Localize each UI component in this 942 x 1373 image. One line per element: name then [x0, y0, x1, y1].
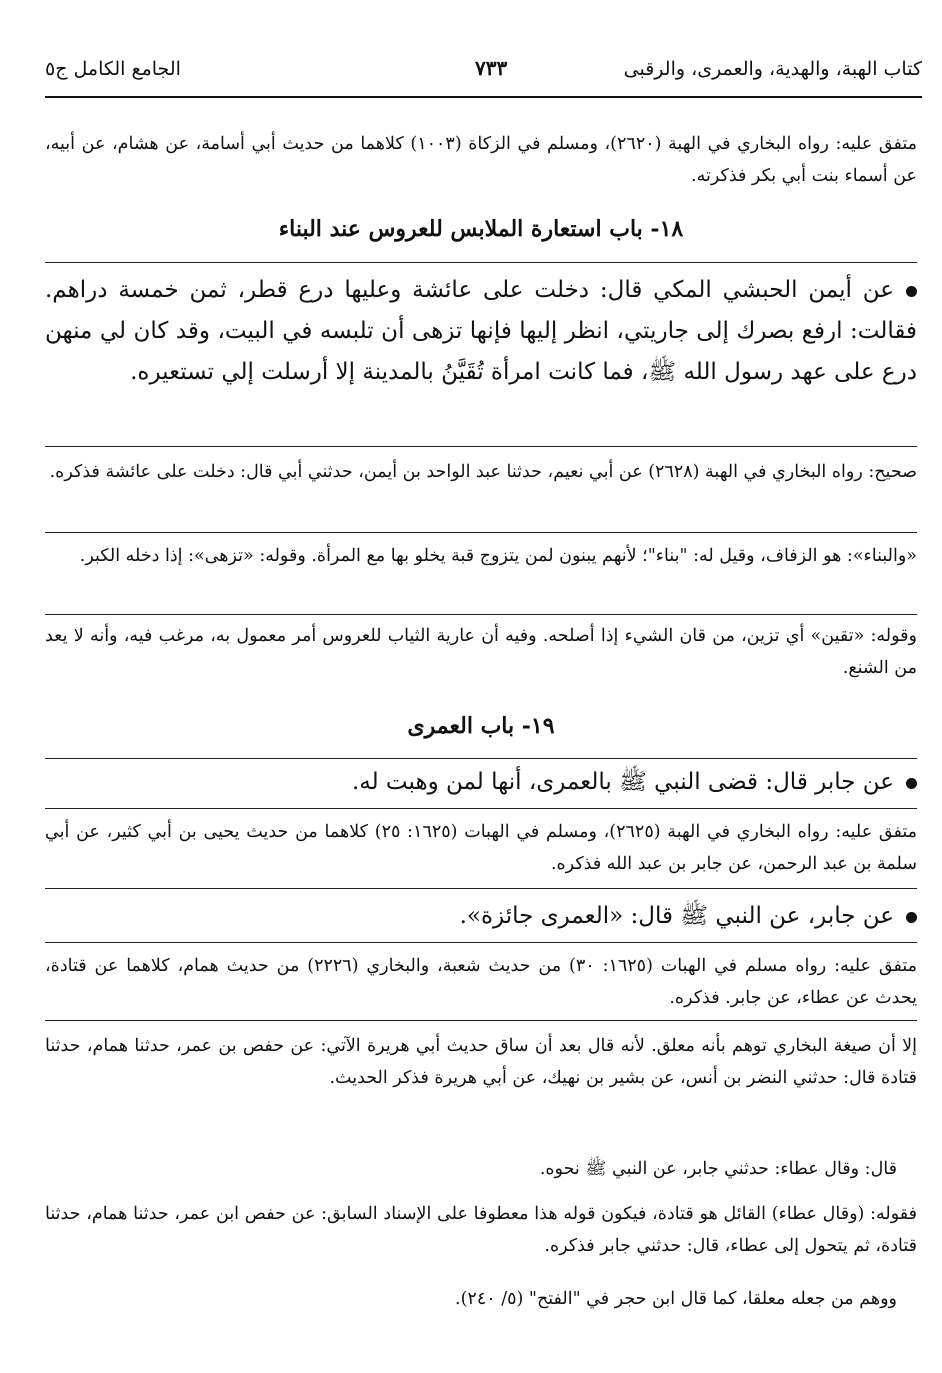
- takhrij-note: متفق عليه: رواه مسلم في الهبات (١٦٢٥: ٣٠) من حديث شعبة، والبخاري (٢٢٢٦) من حديث همام، كلاهما عن قتادة، يحدث عن عطاء، عن جابر. فذكره.: [45, 956, 917, 1008]
- bullet-icon: [906, 286, 917, 297]
- page-number: ٧٣٣: [475, 56, 508, 80]
- section-rule: [45, 1020, 917, 1021]
- section-rule: [45, 446, 917, 447]
- section-rule: [45, 758, 917, 759]
- header-rule: [45, 96, 922, 98]
- takhrij-note: متفق عليه: رواه البخاري في الهبة (٢٦٢٥)، ومسلم في الهبات (١٦٢٥: ٢٥) كلاهما من حديث يحيى بن أبي كثير، عن أبي سلمة بن عبد الرحمن، عن جابر بن عبد الله فذكره.: [45, 822, 917, 874]
- explanation-note: إلا أن صيغة البخاري توهم بأنه معلق. لأنه قال بعد أن ساق حديث أبي هريرة الآتي: عن حفص بن عمر، حدثنا همام، حدثنا قتادة قال: حدثني النضر بن أنس، عن بشير بن نهيك، عن أبي هريرة فذكر الحديث.: [45, 1036, 917, 1088]
- explanation-note: ووهم من جعله معلقا، كما قال ابن حجر في "الفتح" (٥/ ٢٤٠).: [455, 1289, 897, 1309]
- hadith-text: [45, 896, 917, 937]
- bullet-icon: [906, 778, 917, 789]
- explanation-note: قال: وقال عطاء: حدثني جابر، عن النبي ﷺ نحوه.: [539, 1159, 897, 1179]
- section-rule: [45, 614, 917, 615]
- hadith-body: عن أيمن الحبشي المكي قال: دخلت على عائشة وعليها درع قطر، ثمن خمسة دراهم. فقالت: ارفع بصرك إلى جاريتي، انظر إليها فإنها تزهى أن تلبسه في البيت، وقد كان لي منهن درع على عهد رسول الله ﷺ، فما كانت امرأة تُقَيَّنُ بالمدينة إلا أرسلت إلي تستعيره.: [45, 277, 917, 385]
- chapter-title: كتاب الهبة، والهدية، والعمرى، والرقبى: [623, 58, 922, 80]
- hadith-body: عن جابر، عن النبي ﷺ قال: «العمرى جائزة».: [459, 903, 894, 929]
- section-rule: [45, 262, 917, 263]
- section-heading-19: ١٩- باب العمرى: [407, 713, 555, 739]
- takhrij-note: متفق عليه: رواه البخاري في الهبة (٢٦٢٠)، ومسلم في الزكاة (١٠٠٣) كلاهما من حديث أبي أسامة، عن هشام، عن أبيه، عن أسماء بنت أبي بكر فذكرته.: [45, 134, 917, 186]
- explanation-note: وقوله: «تقين» أي تزين، من قان الشيء إذا أصلحه. وفيه أن عارية الثياب للعروس أمر معمول به، مرغب فيه، وأنه لا يعد من الشنع.: [45, 626, 917, 678]
- book-title: الجامع الكامل ج٥: [45, 58, 181, 80]
- explanation-note: «والبناء»: هو الزفاف، وقيل له: "بناء"؛ لأنهم يبنون لمن يتزوج قبة يخلو بها مع المرأة. وقوله: «تزهى»: إذا دخله الكبر.: [79, 546, 917, 566]
- section-rule: [45, 942, 917, 943]
- page-header: [45, 50, 922, 98]
- hadith-text: [45, 762, 917, 803]
- section-rule: [45, 532, 917, 533]
- takhrij-note: صحيح: رواه البخاري في الهبة (٢٦٢٨) عن أبي نعيم، حدثنا عبد الواحد بن أيمن، حدثني أبي قال: دخلت على عائشة فذكره.: [49, 462, 917, 482]
- explanation-note: فقوله: (وقال عطاء) القائل هو قتادة، فيكون قوله هذا معطوفا على الإسناد السابق: عن حفص ابن عمر، حدثنا همام، حدثنا قتادة، ثم يتحول إلى عطاء، قال: حدثني جابر فذكره.: [45, 1204, 917, 1256]
- section-rule: [45, 888, 917, 889]
- section-heading-18: ١٨- باب استعارة الملابس للعروس عند البناء: [278, 216, 684, 242]
- hadith-text: [45, 270, 917, 393]
- bullet-icon: [906, 912, 917, 923]
- section-rule: [45, 808, 917, 809]
- hadith-body: عن جابر قال: قضى النبي ﷺ بالعمرى، أنها لمن وهبت له.: [351, 769, 894, 795]
